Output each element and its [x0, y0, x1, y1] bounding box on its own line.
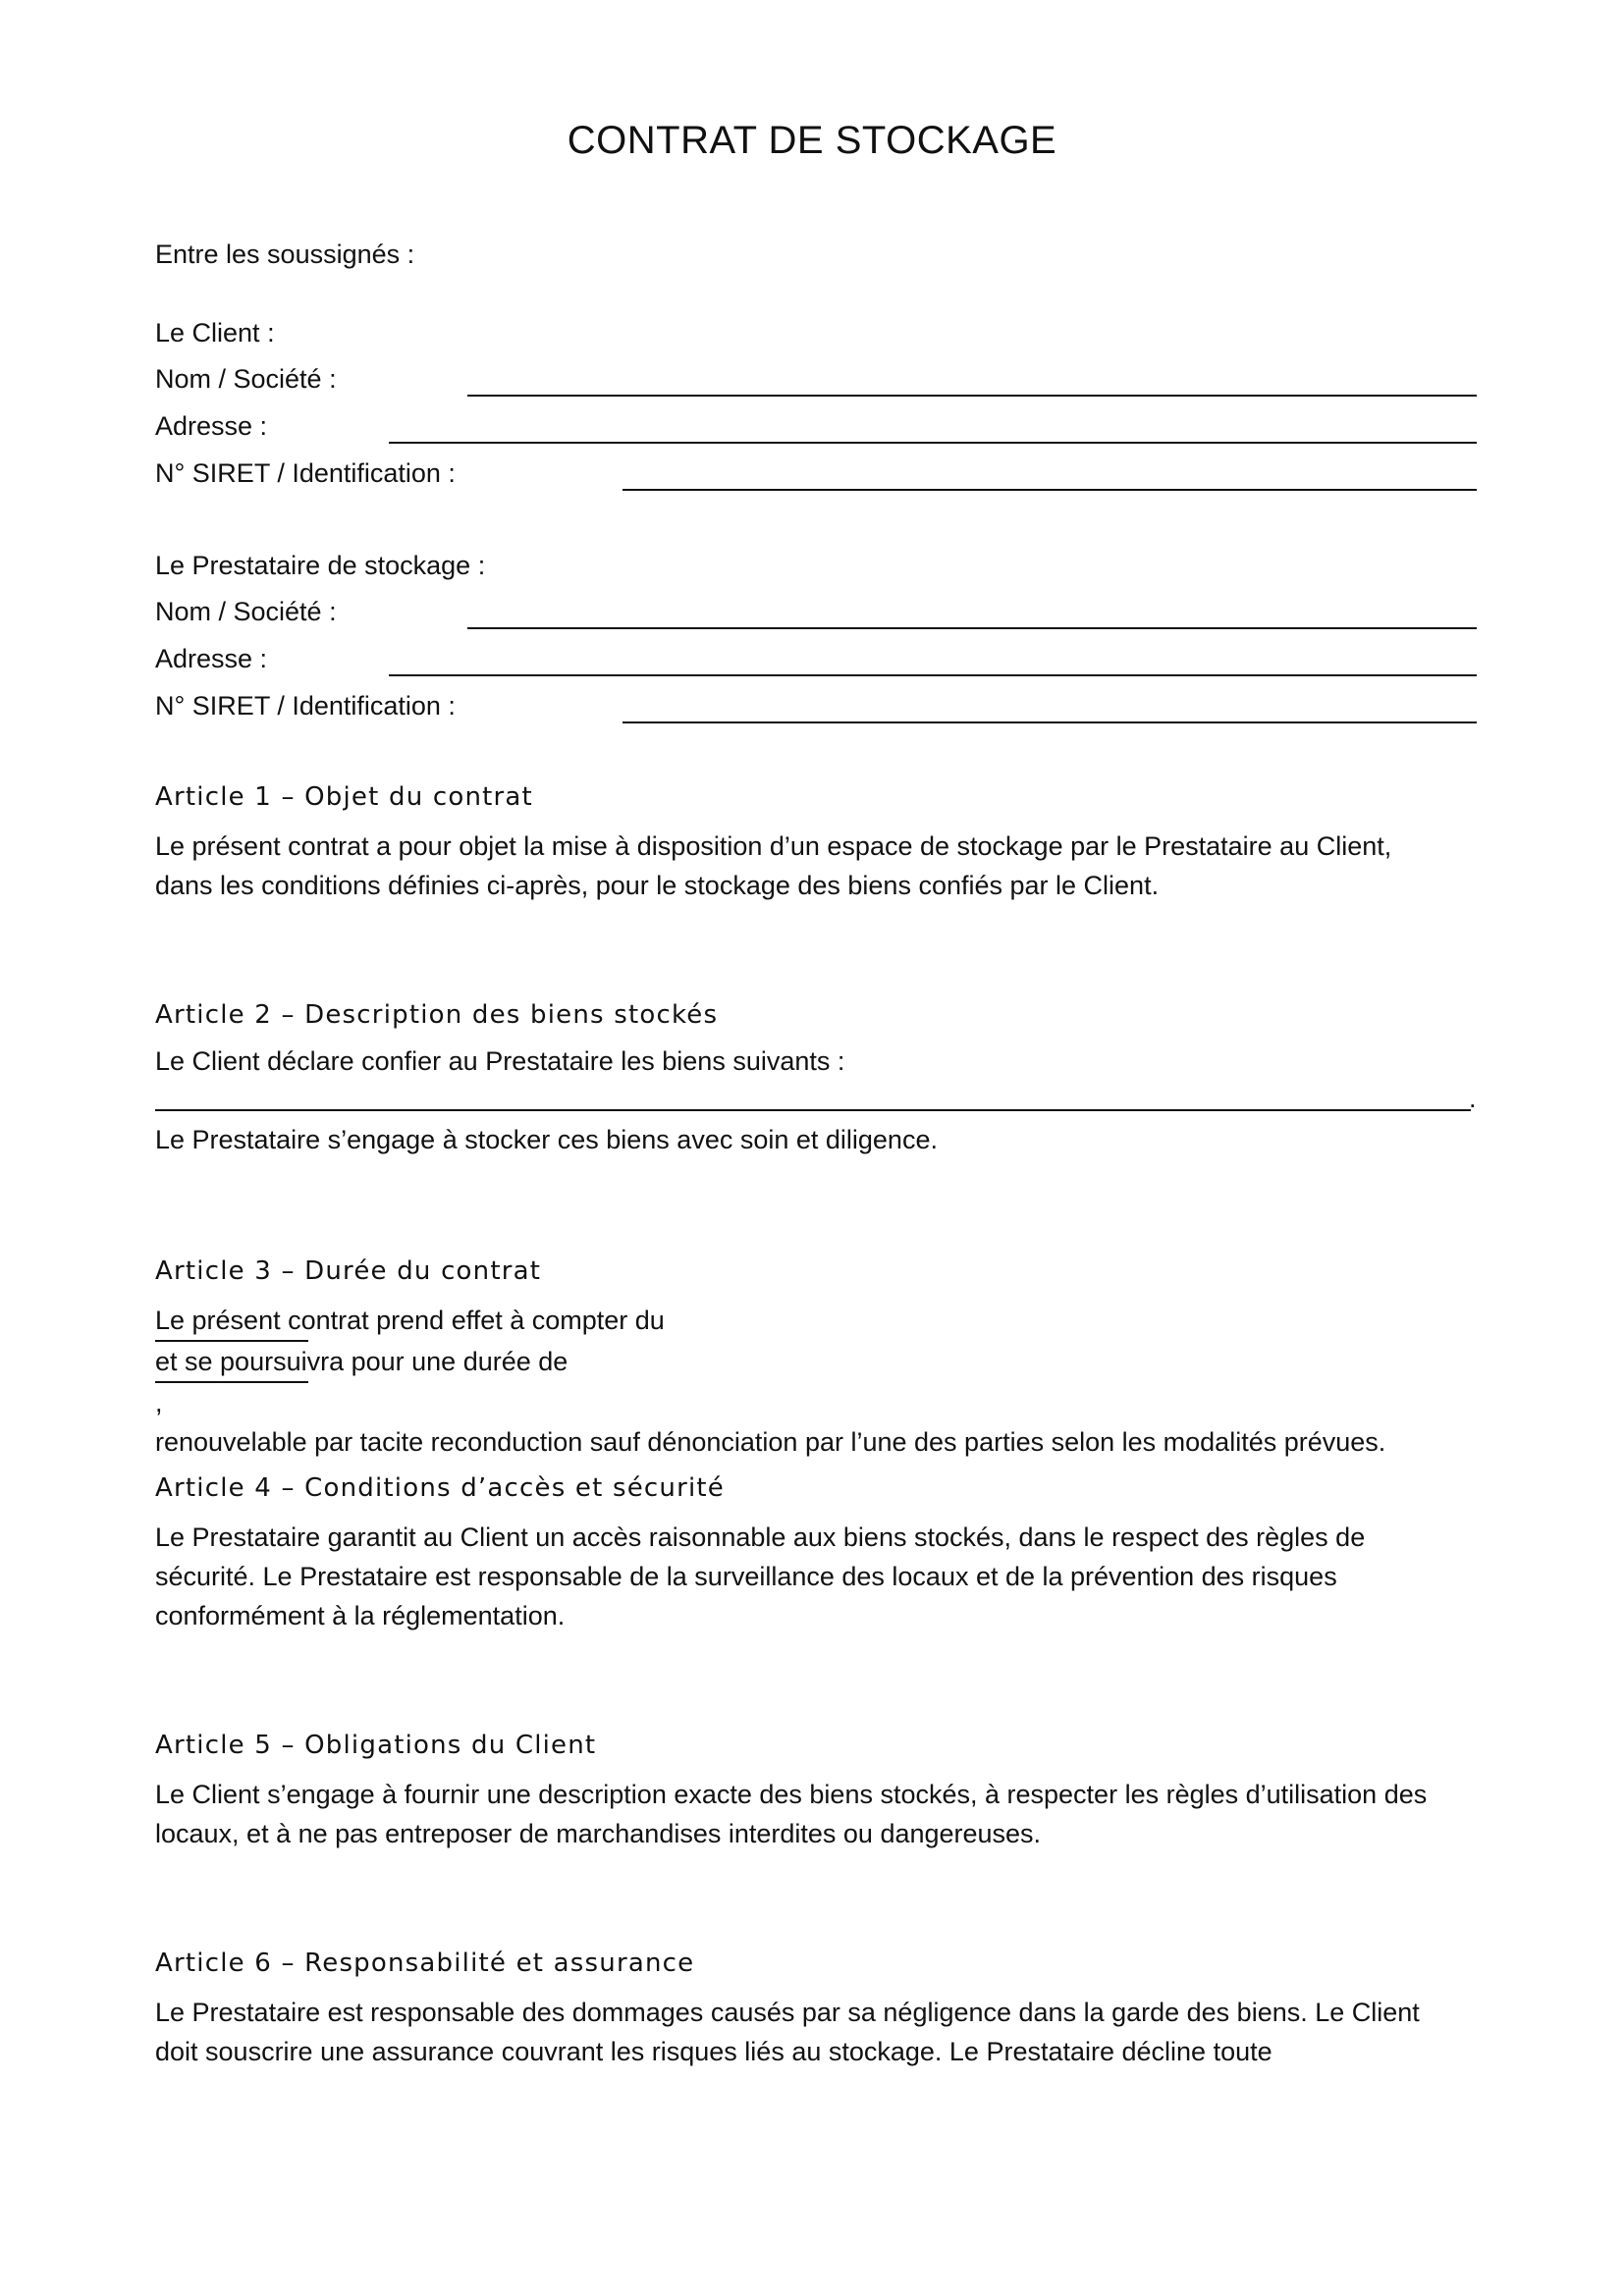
provider-address-field[interactable]	[389, 674, 1477, 676]
article-2-heading: Article 2 – Description des biens stockés	[155, 1000, 719, 1030]
article-1-body	[155, 827, 1490, 905]
provider-address-label: Adresse :	[155, 644, 268, 673]
article-6-line: doit souscrire une assurance couvrant les risques liés au stockage. Le Prestataire décline toute	[155, 2037, 1272, 2066]
intro-text: Entre les soussignés :	[155, 240, 415, 269]
provider-heading: Le Prestataire de stockage :	[155, 551, 486, 580]
article-2-blank-end: .	[1469, 1084, 1477, 1113]
client-name-label: Nom / Société :	[155, 364, 337, 394]
article-5-line: Le Client s’engage à fournir une description exacte des biens stockés, à respecter les règles d’utilisation des	[155, 1780, 1428, 1809]
article-5-line: locaux, et à ne pas entreposer de marchandises interdites ou dangereuses.	[155, 1819, 1042, 1848]
article-6-heading: Article 6 – Responsabilité et assurance	[155, 1949, 695, 1978]
article-3-text: ,	[155, 1388, 163, 1417]
article-3-line	[155, 1301, 1490, 1422]
document-title: CONTRAT DE STOCKAGE	[567, 119, 1057, 162]
provider-name-label: Nom / Société :	[155, 597, 337, 626]
article-6-line: Le Prestataire est responsable des dommages causés par sa négligence dans la garde des biens. Le Client	[155, 1998, 1420, 2027]
article-4-line: conformément à la réglementation.	[155, 1601, 566, 1630]
article-3-text: Le présent contrat prend effet à compter du	[155, 1306, 665, 1335]
article-4-line: Le Prestataire garantit au Client un accès raisonnable aux biens stockés, dans le respect des règles de	[155, 1522, 1366, 1552]
duration-field[interactable]	[155, 1381, 308, 1383]
client-name-field[interactable]	[467, 395, 1477, 397]
article-4-line: sécurité. Le Prestataire est responsable de la surveillance des locaux et de la prévention des risques	[155, 1562, 1337, 1591]
client-siret-field[interactable]	[623, 489, 1477, 491]
article-3-body	[155, 1301, 1490, 1462]
article-5-body	[155, 1775, 1490, 1853]
article-3-heading: Article 3 – Durée du contrat	[155, 1256, 542, 1286]
article-3-text: et se poursuivra pour une durée de	[155, 1347, 568, 1376]
provider-siret-field[interactable]	[623, 721, 1477, 723]
article-1-heading: Article 1 – Objet du contrat	[155, 782, 533, 812]
client-address-label: Adresse :	[155, 411, 268, 441]
article-3-line: renouvelable par tacite reconduction sauf dénonciation par l’une des parties selon les modalités prévues.	[155, 1427, 1386, 1457]
article-4-body	[155, 1518, 1490, 1635]
goods-description-field[interactable]	[155, 1109, 1471, 1111]
article-1-line: dans les conditions définies ci-après, pour le stockage des biens confiés par le Client.	[155, 871, 1160, 900]
article-2-line: Le Client déclare confier au Prestataire les biens suivants :	[155, 1046, 845, 1076]
article-2-line: Le Prestataire s’engage à stocker ces biens avec soin et diligence.	[155, 1125, 938, 1154]
article-1-line: Le présent contrat a pour objet la mise à disposition d’un espace de stockage par le Prestataire au Client,	[155, 831, 1392, 861]
client-address-field[interactable]	[389, 442, 1477, 444]
start-date-field[interactable]	[155, 1340, 308, 1342]
article-5-heading: Article 5 – Obligations du Client	[155, 1731, 597, 1760]
provider-name-field[interactable]	[467, 627, 1477, 629]
client-siret-label: N° SIRET / Identification :	[155, 458, 456, 488]
article-6-body	[155, 1993, 1490, 2071]
article-4-heading: Article 4 – Conditions d’accès et sécurité	[155, 1473, 725, 1503]
client-heading: Le Client :	[155, 318, 275, 347]
provider-siret-label: N° SIRET / Identification :	[155, 691, 456, 721]
